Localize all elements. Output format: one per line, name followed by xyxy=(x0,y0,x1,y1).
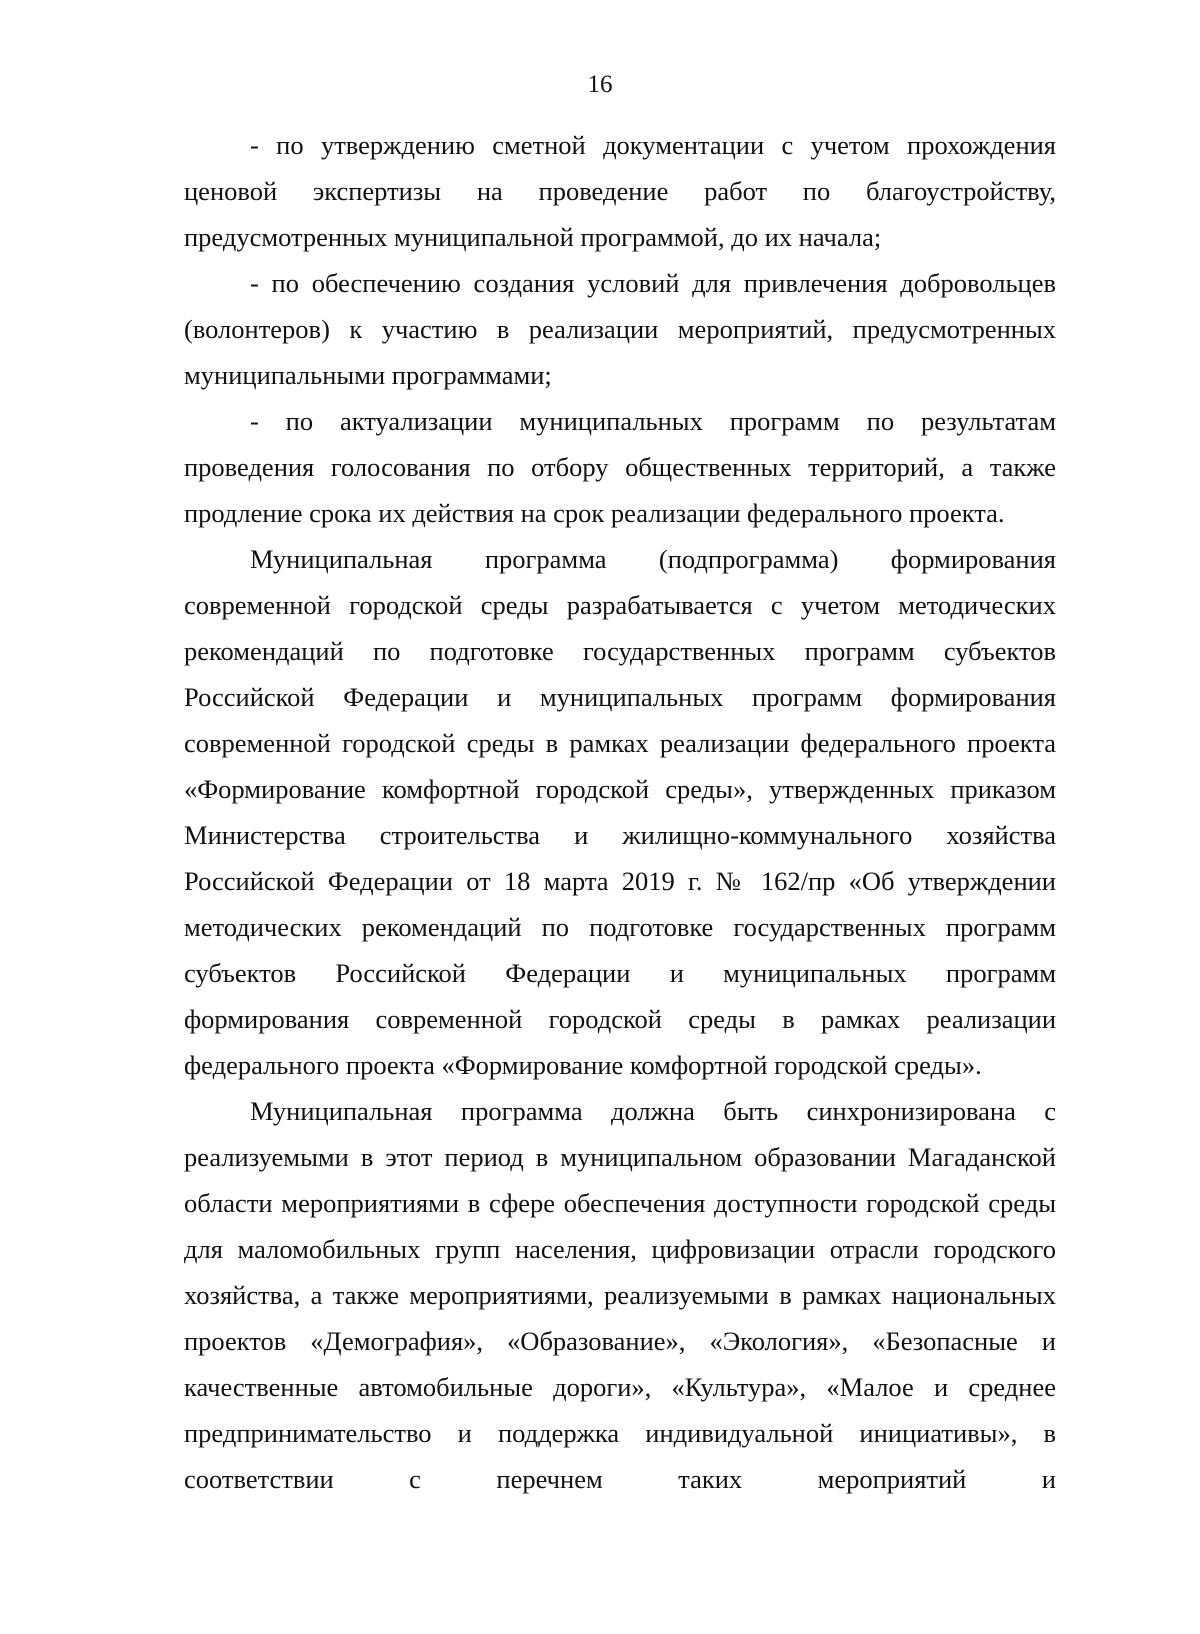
paragraph-estimate-approval: - по утверждению сметной документации с учетом прохождения ценовой экспертизы на проведение работ по благоустройству, предусмотренных муниципальной программой, до их начала; xyxy=(184,130,1056,252)
paragraph-volunteers: - по обеспечению создания условий для привлечения добровольцев (волонтеров) к участию в реализации мероприятий, предусмотренных муниципальными программами; xyxy=(184,268,1056,390)
paragraph-synchronization: Муниципальная программа должна быть синхронизирована с реализуемыми в этот период в муниципальном образовании Магаданской области мероприятиями в сфере обеспечения доступности городской среды для маломобильных групп населения, цифровизации отрасли городского хозяйства, а также мероприятиями, реализуемыми в рамках национальных проектов «Демография», «Образование», «Экология», «Безопасные и качественные автомобильные дороги», «Культура», «Малое и среднее предпринимательство и поддержка индивидуальной инициативы», в соответствии с перечнем таких мероприятий и xyxy=(184,1096,1056,1494)
paragraph-program-update: - по актуализации муниципальных программ по результатам проведения голосования по отбору общественных территорий, а также продление срока их действия на срок реализации федерального проекта. xyxy=(184,406,1056,528)
document-body xyxy=(184,122,1056,1502)
paragraph-methodical-recommendations: Муниципальная программа (подпрограмма) формирования современной городской среды разрабатывается с учетом методических рекомендаций по подготовке государственных программ субъектов Российской Федерации и муниципальных программ формирования современной городской среды в рамках реализации федерального проекта «Формирование комфортной городской среды», утвержденных приказом Министерства строительства и жилищно-коммунального хозяйства Российской Федерации от 18 марта 2019 г. № 162/пр «Об утверждении методических рекомендаций по подготовке государственных программ субъектов Российской Федерации и муниципальных программ формирования современной городской среды в рамках реализации федерального проекта «Формирование комфортной городской среды». xyxy=(184,544,1056,1080)
page-number: 16 xyxy=(587,71,613,98)
